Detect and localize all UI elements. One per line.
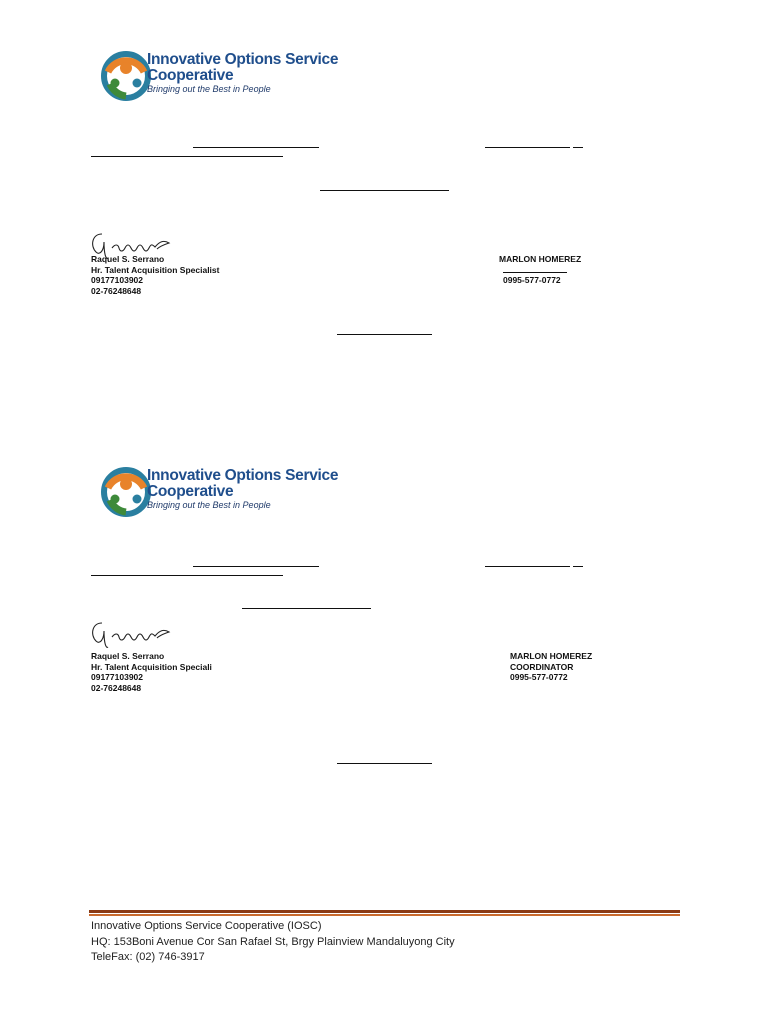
blank-line: [503, 272, 567, 273]
left-signatory-block: [91, 254, 219, 296]
signatory-mobile: 09177103902: [91, 672, 144, 682]
footer-telefax: TeleFax: (02) 746-3917: [91, 951, 205, 963]
blank-line: [91, 156, 283, 157]
blank-line: [337, 334, 432, 335]
company-tagline: Bringing out the Best in People: [147, 500, 271, 510]
footer-address: HQ: 153Boni Avenue Cor San Rafael St, Brgy Plainview Mandaluyong City: [91, 936, 455, 948]
blank-line: [573, 566, 583, 567]
signature-image: [88, 617, 200, 651]
right-signatory-name: MARLON HOMEREZ: [499, 254, 582, 264]
signatory-mobile: 09177103902: [91, 275, 144, 285]
signatory-phone: 0995-577-0772: [510, 672, 568, 682]
company-logo: [100, 50, 360, 110]
company-name: [147, 468, 338, 500]
cooperative-emblem-icon: [100, 466, 152, 518]
signatory-name: MARLON HOMEREZ: [510, 651, 593, 661]
blank-line: [193, 566, 319, 567]
company-logo: [100, 466, 360, 526]
right-signatory-block: [510, 651, 592, 683]
signatory-title: COORDINATOR: [510, 661, 574, 672]
blank-line: [320, 190, 449, 191]
signatory-name: Raquel S. Serrano: [91, 254, 165, 264]
blank-line: [242, 608, 371, 609]
blank-line: [337, 763, 432, 764]
blank-line: [573, 147, 583, 148]
signatory-title: Hr. Talent Acquisition Speciali: [91, 661, 212, 672]
blank-line: [485, 147, 570, 148]
blank-line: [91, 575, 283, 576]
company-name-line2: Cooperative: [147, 67, 234, 84]
footer-rule-accent: [89, 914, 680, 916]
footer-org-name: Innovative Options Service Cooperative (IOSC): [91, 920, 322, 932]
signatory-name: Raquel S. Serrano: [91, 651, 165, 661]
company-name: [147, 52, 338, 84]
blank-line: [193, 147, 319, 148]
signatory-title: Hr. Talent Acquisition Specialist: [91, 264, 220, 275]
company-name-line1: Innovative Options Service: [147, 467, 339, 484]
blank-line: [485, 566, 570, 567]
signatory-landline: 02-76248648: [91, 682, 142, 693]
right-signatory-phone: 0995-577-0772: [503, 275, 561, 285]
company-name-line1: Innovative Options Service: [147, 51, 339, 68]
footer-rule: [89, 910, 680, 913]
company-tagline: Bringing out the Best in People: [147, 84, 271, 94]
company-name-line2: Cooperative: [147, 483, 234, 500]
signatory-landline: 02-76248648: [91, 285, 142, 296]
left-signatory-block: [91, 651, 212, 693]
cooperative-emblem-icon: [100, 50, 152, 102]
